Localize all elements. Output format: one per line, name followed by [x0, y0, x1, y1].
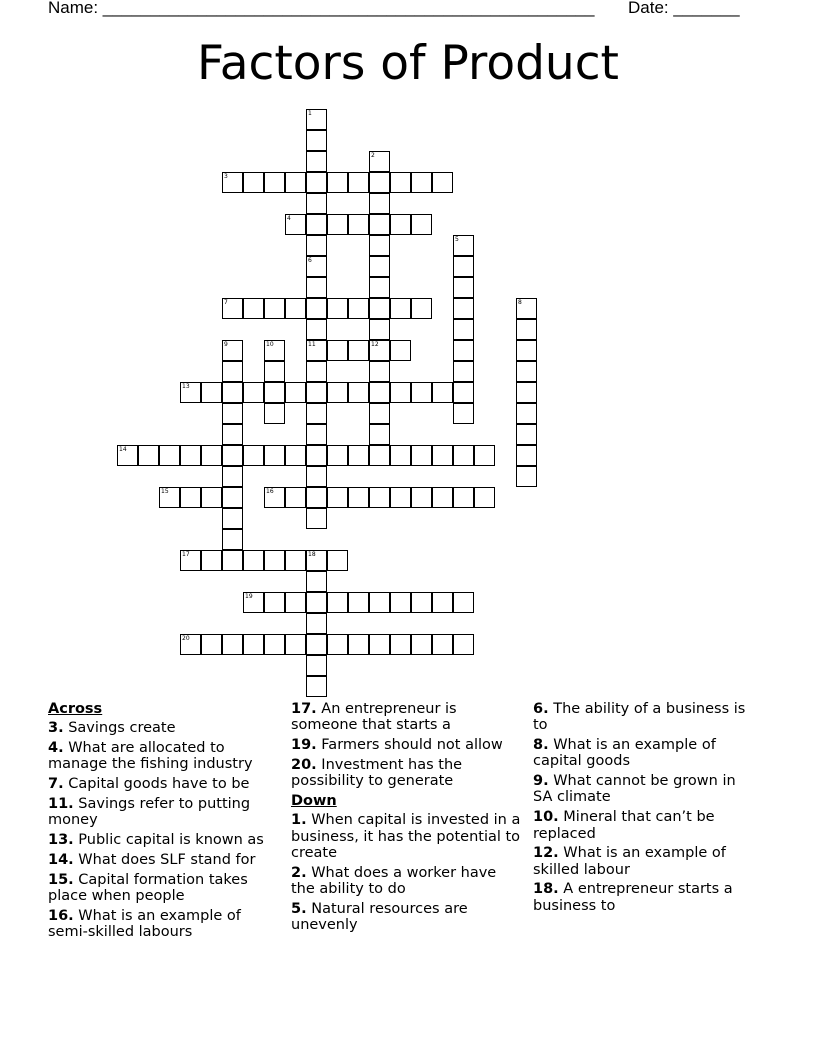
- crossword-cell[interactable]: [369, 382, 390, 403]
- crossword-cell[interactable]: [369, 235, 390, 256]
- cell-number: 8: [518, 299, 522, 306]
- crossword-cell[interactable]: [348, 172, 369, 193]
- clue-text: What are allocated to manage the fishing industry: [48, 740, 253, 773]
- clue-text: What does SLF stand for: [73, 851, 256, 868]
- cell-number: 2: [371, 152, 375, 159]
- crossword-cell[interactable]: [306, 172, 327, 193]
- cell-number: 3: [224, 173, 228, 180]
- name-field-label: Name: ____________________________________________________: [48, 0, 595, 17]
- clue-item: [291, 865, 523, 898]
- crossword-cell[interactable]: [453, 445, 474, 466]
- crossword-cell[interactable]: [432, 172, 453, 193]
- crossword-cell[interactable]: [306, 655, 327, 676]
- crossword-cell[interactable]: [243, 550, 264, 571]
- clue-item: [48, 872, 280, 905]
- clue-item: [291, 737, 523, 753]
- crossword-cell[interactable]: [432, 487, 453, 508]
- clue-item: [48, 720, 280, 736]
- crossword-cell[interactable]: [222, 361, 243, 382]
- clue-text: A entrepreneur starts a business to: [533, 881, 733, 914]
- clue-number: 3.: [48, 720, 64, 737]
- clue-column-1: [48, 701, 280, 944]
- clue-text: Farmers should not allow: [316, 737, 503, 754]
- crossword-cell[interactable]: [369, 445, 390, 466]
- clue-number: 9.: [533, 773, 549, 790]
- crossword-cell[interactable]: [222, 550, 243, 571]
- crossword-cell[interactable]: [327, 550, 348, 571]
- crossword-cell[interactable]: [327, 340, 348, 361]
- clue-number: 11.: [48, 795, 74, 812]
- clue-item: [48, 796, 280, 829]
- crossword-cell[interactable]: [222, 487, 243, 508]
- clue-item: [533, 701, 748, 734]
- crossword-cell[interactable]: [453, 298, 474, 319]
- clue-text: Capital formation takes place when people: [48, 871, 248, 904]
- crossword-cell[interactable]: [327, 298, 348, 319]
- crossword-cell[interactable]: [306, 676, 327, 697]
- crossword-cell[interactable]: [222, 466, 243, 487]
- crossword-cell[interactable]: [243, 634, 264, 655]
- clue-text: What does a worker have the ability to do: [291, 864, 497, 897]
- crossword-cell[interactable]: [264, 550, 285, 571]
- crossword-cell[interactable]: [201, 550, 222, 571]
- cell-number: 6: [308, 257, 312, 264]
- crossword-cell[interactable]: [222, 634, 243, 655]
- clue-text: What is an example of skilled labour: [533, 845, 726, 878]
- crossword-cell[interactable]: [369, 193, 390, 214]
- crossword-cell[interactable]: [516, 445, 537, 466]
- crossword-cell[interactable]: [222, 424, 243, 445]
- crossword-cell[interactable]: [306, 361, 327, 382]
- clue-number: 6.: [533, 701, 549, 717]
- crossword-cell[interactable]: [348, 214, 369, 235]
- crossword-cell[interactable]: [138, 445, 159, 466]
- crossword-cell[interactable]: [453, 487, 474, 508]
- crossword-cell[interactable]: [369, 298, 390, 319]
- crossword-cell[interactable]: [432, 382, 453, 403]
- crossword-cell[interactable]: [306, 235, 327, 256]
- clue-item: [48, 832, 280, 848]
- clue-number: 18.: [533, 881, 559, 898]
- clue-number: 20.: [291, 756, 317, 773]
- crossword-cell[interactable]: [369, 361, 390, 382]
- clue-number: 15.: [48, 871, 74, 888]
- crossword-cell[interactable]: [306, 277, 327, 298]
- crossword-cell[interactable]: [390, 172, 411, 193]
- crossword-cell[interactable]: [201, 487, 222, 508]
- crossword-cell[interactable]: [264, 382, 285, 403]
- clue-column-3: [533, 701, 748, 918]
- section-heading-across: Across: [48, 701, 103, 717]
- crossword-cell[interactable]: [474, 445, 495, 466]
- crossword-cell[interactable]: [453, 340, 474, 361]
- crossword-cell[interactable]: [348, 592, 369, 613]
- crossword-cell[interactable]: [474, 487, 495, 508]
- crossword-cell[interactable]: [390, 298, 411, 319]
- crossword-cell[interactable]: [285, 634, 306, 655]
- cell-number: 13: [182, 383, 190, 390]
- crossword-cell[interactable]: [369, 256, 390, 277]
- crossword-cell[interactable]: [453, 382, 474, 403]
- crossword-cell[interactable]: [222, 445, 243, 466]
- crossword-cell[interactable]: [348, 634, 369, 655]
- crossword-cell[interactable]: [285, 445, 306, 466]
- crossword-cell[interactable]: [369, 424, 390, 445]
- cell-number: 4: [287, 215, 291, 222]
- clue-item: [291, 901, 523, 934]
- crossword-cell[interactable]: [306, 319, 327, 340]
- crossword-cell[interactable]: [306, 403, 327, 424]
- clue-item: [533, 773, 748, 806]
- clue-text: Mineral that can’t be replaced: [533, 809, 715, 842]
- clue-text: What is an example of semi-skilled labours: [48, 907, 241, 941]
- page-title: Factors of Product: [197, 36, 619, 91]
- crossword-cell[interactable]: [264, 592, 285, 613]
- crossword-cell[interactable]: [327, 592, 348, 613]
- clue-text: When capital is invested in a business, it has the potential to create: [291, 812, 521, 861]
- crossword-cell[interactable]: [306, 130, 327, 151]
- crossword-cell[interactable]: [348, 382, 369, 403]
- crossword-cell[interactable]: [432, 634, 453, 655]
- crossword-cell[interactable]: [516, 466, 537, 487]
- crossword-cell[interactable]: [390, 340, 411, 361]
- cell-number: 14: [119, 446, 127, 453]
- crossword-cell[interactable]: [264, 172, 285, 193]
- cell-number: 9: [224, 341, 228, 348]
- clue-number: 5.: [291, 900, 307, 917]
- crossword-cell[interactable]: [306, 193, 327, 214]
- clue-number: 16.: [48, 907, 74, 924]
- crossword-cell[interactable]: [285, 592, 306, 613]
- crossword-cell[interactable]: [264, 403, 285, 424]
- clue-number: 13.: [48, 832, 74, 849]
- crossword-cell[interactable]: [306, 466, 327, 487]
- clue-number: 19.: [291, 737, 317, 754]
- cell-number: 7: [224, 299, 228, 306]
- crossword-cell[interactable]: [285, 550, 306, 571]
- crossword-cell[interactable]: [390, 382, 411, 403]
- crossword-cell[interactable]: [264, 298, 285, 319]
- clue-item: [48, 852, 280, 868]
- crossword-cell[interactable]: [306, 487, 327, 508]
- clue-item: [533, 809, 748, 842]
- crossword-cell[interactable]: [453, 256, 474, 277]
- cell-number: 11: [308, 341, 316, 348]
- cell-number: 16: [266, 488, 274, 495]
- cell-number: 20: [182, 635, 190, 642]
- crossword-cell[interactable]: [411, 214, 432, 235]
- clue-text: Savings refer to putting money: [48, 795, 251, 829]
- clue-text: An entrepreneur is someone that starts a: [291, 701, 457, 734]
- crossword-cell[interactable]: [327, 445, 348, 466]
- crossword-cell[interactable]: [516, 382, 537, 403]
- crossword-cell[interactable]: [390, 214, 411, 235]
- crossword-cell[interactable]: [306, 508, 327, 529]
- crossword-cell[interactable]: [159, 445, 180, 466]
- clue-number: 7.: [48, 776, 64, 793]
- crossword-cell[interactable]: [327, 172, 348, 193]
- cell-number: 5: [455, 236, 459, 243]
- crossword-cell[interactable]: [264, 634, 285, 655]
- crossword-cell[interactable]: [369, 319, 390, 340]
- crossword-cell[interactable]: [327, 487, 348, 508]
- crossword-cell[interactable]: [369, 172, 390, 193]
- crossword-cell[interactable]: [348, 298, 369, 319]
- crossword-cell[interactable]: [516, 424, 537, 445]
- crossword-cell[interactable]: [516, 361, 537, 382]
- clue-item: [291, 701, 523, 734]
- crossword-cell[interactable]: [264, 361, 285, 382]
- clue-number: 14.: [48, 851, 74, 868]
- crossword-cell[interactable]: [453, 634, 474, 655]
- crossword-cell[interactable]: [411, 634, 432, 655]
- crossword-cell[interactable]: [201, 445, 222, 466]
- clue-item: [291, 812, 523, 861]
- crossword-cell[interactable]: [264, 445, 285, 466]
- crossword-cell[interactable]: [411, 592, 432, 613]
- clue-number: 1.: [291, 812, 307, 829]
- clue-item: [48, 740, 280, 773]
- cell-number: 12: [371, 341, 379, 348]
- clue-item: [533, 737, 748, 770]
- crossword-cell[interactable]: [411, 382, 432, 403]
- cell-number: 19: [245, 593, 253, 600]
- crossword-cell[interactable]: [180, 445, 201, 466]
- crossword-cell[interactable]: [180, 487, 201, 508]
- crossword-cell[interactable]: [306, 151, 327, 172]
- crossword-cell[interactable]: [306, 613, 327, 634]
- crossword-cell[interactable]: [390, 445, 411, 466]
- clue-number: 4.: [48, 740, 64, 757]
- crossword-cell[interactable]: [390, 592, 411, 613]
- crossword-cell[interactable]: [516, 340, 537, 361]
- crossword-cell[interactable]: [243, 382, 264, 403]
- crossword-cell[interactable]: [453, 277, 474, 298]
- clue-number: 12.: [533, 845, 559, 862]
- clue-number: 10.: [533, 809, 559, 826]
- crossword-cell[interactable]: [432, 445, 453, 466]
- clue-number: 17.: [291, 701, 317, 717]
- clue-item: [48, 776, 280, 792]
- clue-text: What is an example of capital goods: [533, 737, 716, 770]
- crossword-cell[interactable]: [285, 298, 306, 319]
- crossword-cell[interactable]: [411, 298, 432, 319]
- cell-number: 15: [161, 488, 169, 495]
- crossword-cell[interactable]: [516, 319, 537, 340]
- crossword-cell[interactable]: [222, 508, 243, 529]
- clue-number: 8.: [533, 737, 549, 754]
- crossword-cell[interactable]: [453, 592, 474, 613]
- clue-item: [533, 881, 748, 914]
- crossword-cell[interactable]: [243, 172, 264, 193]
- crossword-cell[interactable]: [369, 214, 390, 235]
- clue-text: What cannot be grown in SA climate: [533, 773, 736, 806]
- crossword-cell[interactable]: [390, 634, 411, 655]
- crossword-cell[interactable]: [201, 634, 222, 655]
- clue-item: [533, 845, 748, 878]
- crossword-cell[interactable]: [453, 403, 474, 424]
- crossword-cell[interactable]: [369, 403, 390, 424]
- crossword-cell[interactable]: [285, 382, 306, 403]
- crossword-cell[interactable]: [306, 445, 327, 466]
- crossword-cell[interactable]: [516, 403, 537, 424]
- crossword-cell[interactable]: [285, 487, 306, 508]
- crossword-cell[interactable]: [369, 277, 390, 298]
- clue-item: [291, 757, 523, 790]
- crossword-cell[interactable]: [369, 592, 390, 613]
- crossword-cell[interactable]: [327, 214, 348, 235]
- crossword-cell[interactable]: [222, 382, 243, 403]
- crossword-cell[interactable]: [411, 172, 432, 193]
- section-heading-down: Down: [291, 792, 337, 809]
- clue-text: The ability of a business is to: [533, 701, 746, 734]
- crossword-cell[interactable]: [348, 340, 369, 361]
- crossword-cell[interactable]: [411, 445, 432, 466]
- crossword-cell[interactable]: [390, 487, 411, 508]
- crossword-cell[interactable]: [222, 403, 243, 424]
- clue-number: 2.: [291, 864, 307, 881]
- crossword-cell[interactable]: [453, 361, 474, 382]
- crossword-cell[interactable]: [243, 445, 264, 466]
- crossword-cell[interactable]: [453, 319, 474, 340]
- clue-text: Capital goods have to be: [63, 776, 250, 793]
- crossword-cell[interactable]: [306, 214, 327, 235]
- cell-number: 10: [266, 341, 274, 348]
- clue-text: Natural resources are unevenly: [291, 900, 468, 934]
- crossword-cell[interactable]: [348, 487, 369, 508]
- crossword-cell[interactable]: [201, 382, 222, 403]
- cell-number: 17: [182, 551, 190, 558]
- crossword-cell[interactable]: [222, 529, 243, 550]
- clue-text: Savings create: [63, 720, 176, 737]
- clue-text: Investment has the possibility to generate: [291, 756, 463, 790]
- crossword-cell[interactable]: [285, 172, 306, 193]
- cell-number: 18: [308, 551, 316, 558]
- clue-text: Public capital is known as: [73, 832, 264, 849]
- crossword-cell[interactable]: [432, 592, 453, 613]
- crossword-cell[interactable]: [411, 487, 432, 508]
- crossword-cell[interactable]: [306, 592, 327, 613]
- date-field-label: Date: _______: [628, 0, 740, 17]
- crossword-cell[interactable]: [306, 571, 327, 592]
- clue-item: [48, 908, 280, 941]
- crossword-cell[interactable]: [369, 487, 390, 508]
- crossword-cell[interactable]: [306, 382, 327, 403]
- crossword-cell[interactable]: [369, 634, 390, 655]
- crossword-cell[interactable]: [306, 424, 327, 445]
- crossword-cell[interactable]: [306, 634, 327, 655]
- crossword-cell[interactable]: [306, 298, 327, 319]
- clue-column-2: [291, 701, 523, 937]
- crossword-cell[interactable]: [348, 445, 369, 466]
- crossword-cell[interactable]: [327, 634, 348, 655]
- cell-number: 1: [308, 110, 312, 117]
- crossword-cell[interactable]: [327, 382, 348, 403]
- crossword-cell[interactable]: [243, 298, 264, 319]
